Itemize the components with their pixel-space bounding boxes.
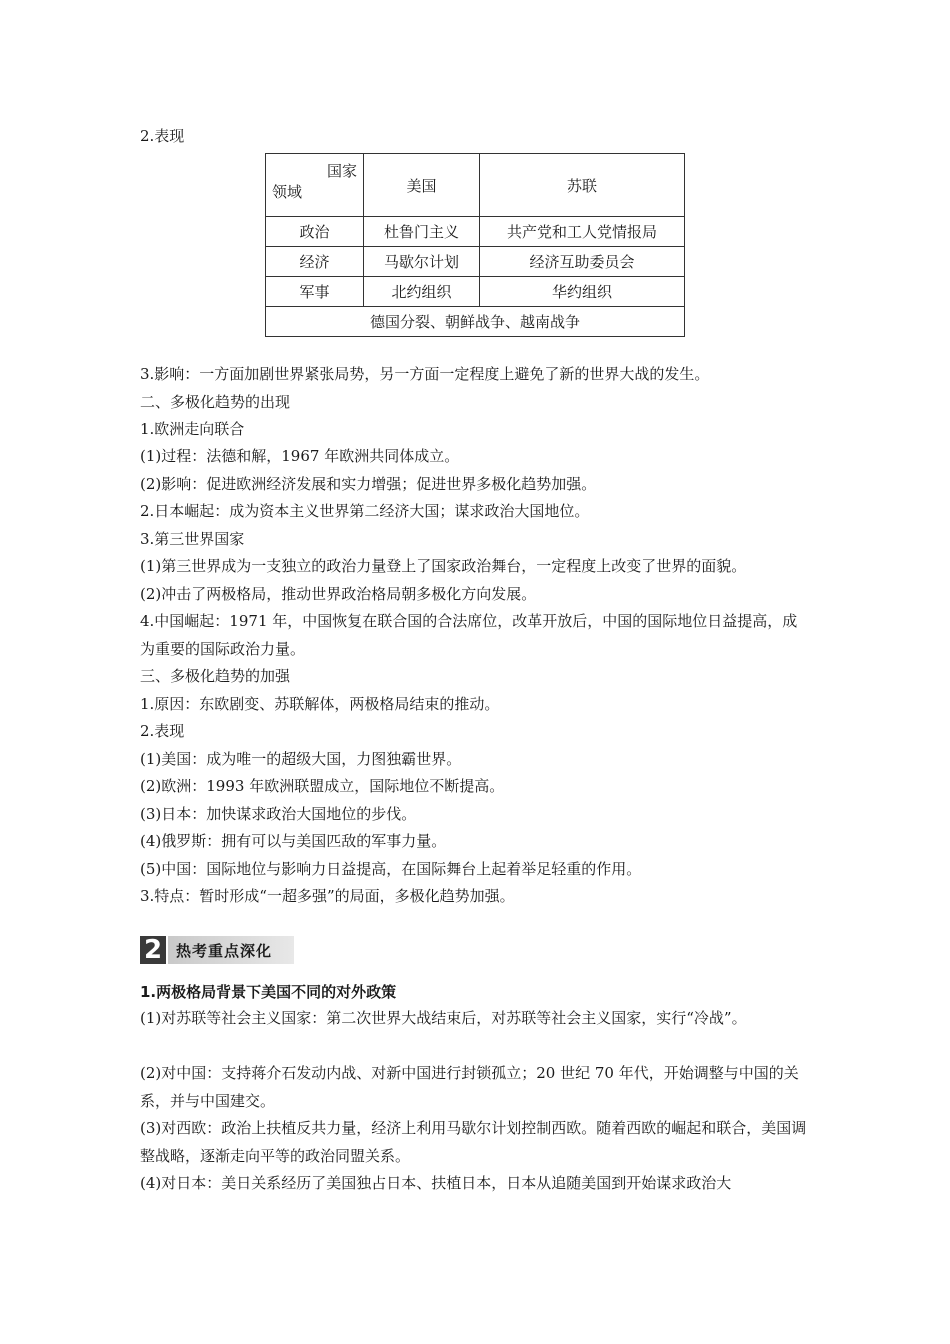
table-row xyxy=(266,217,685,247)
text-line: 1.原因：东欧剧变、苏联解体，两极格局结束的推动。 xyxy=(140,695,500,713)
row-field: 政治 xyxy=(266,217,364,247)
row-us: 马歇尔计划 xyxy=(364,247,480,277)
row-ussr: 经济互助委员会 xyxy=(480,247,685,277)
text-paragraph: (3)对西欧：政治上扶植反共力量，经济上利用马歇尔计划控制西欧。随着西欧的崛起和联合，美国调整战略，逐渐走向平等的政治同盟关系。 xyxy=(140,1119,807,1165)
text-line: 2.表现 xyxy=(140,722,185,740)
corner-country-label: 国家 xyxy=(326,162,357,180)
badge-label: 热考重点深化 xyxy=(168,936,294,964)
badge-number: 2 xyxy=(140,936,166,964)
text-line: (1)美国：成为唯一的超级大国，力图独霸世界。 xyxy=(140,750,462,768)
section-title: 2.表现 xyxy=(140,127,185,145)
text-line: (1)过程：法德和解，1967 年欧洲共同体成立。 xyxy=(140,447,460,465)
row-us: 北约组织 xyxy=(364,277,480,307)
text-line: (1)第三世界成为一支独立的政治力量登上了国家政治舞台，一定程度上改变了世界的面貌。 xyxy=(140,557,747,575)
text-line: (5)中国：国际地位与影响力日益提高，在国际舞台上起着举足轻重的作用。 xyxy=(140,860,642,878)
row-ussr: 共产党和工人党情报局 xyxy=(480,217,685,247)
text-line: (3)日本：加快谋求政治大国地位的步伐。 xyxy=(140,805,417,823)
row-field: 军事 xyxy=(266,277,364,307)
row-footer: 德国分裂、朝鲜战争、越南战争 xyxy=(266,307,685,337)
corner-field-label: 领域 xyxy=(272,183,303,201)
header-ussr: 苏联 xyxy=(480,154,685,217)
table-row xyxy=(266,247,685,277)
text-line: (2)冲击了两极格局，推动世界政治格局朝多极化方向发展。 xyxy=(140,585,537,603)
comparison-table xyxy=(265,153,685,337)
table-row xyxy=(266,277,685,307)
table-row xyxy=(266,307,685,337)
row-ussr: 华约组织 xyxy=(480,277,685,307)
text-line: (2)影响：促进欧洲经济发展和实力增强；促进世界多极化趋势加强。 xyxy=(140,475,597,493)
text-paragraph: 4.中国崛起：1971 年，中国恢复在联合国的合法席位，改革开放后，中国的国际地位日益提高，成为重要的国际政治力量。 xyxy=(140,612,798,658)
text-line: 3.第三世界国家 xyxy=(140,530,245,548)
section-badge xyxy=(140,936,294,964)
text-line: (2)欧洲：1993 年欧洲联盟成立，国际地位不断提高。 xyxy=(140,777,505,795)
subsection-heading: 1.两极格局背景下美国不同的对外政策 xyxy=(140,983,397,1001)
text-paragraph: (1)对苏联等社会主义国家：第二次世界大战结束后，对苏联等社会主义国家，实行“冷战”。 xyxy=(140,1009,747,1027)
text-line: (4)俄罗斯：拥有可以与美国匹敌的军事力量。 xyxy=(140,832,447,850)
table-corner-cell xyxy=(266,154,364,217)
text-line: 3.特点：暂时形成“一超多强”的局面，多极化趋势加强。 xyxy=(140,887,515,905)
text-line: (4)对日本：美日关系经历了美国独占日本、扶植日本，日本从追随美国到开始谋求政治大 xyxy=(140,1174,732,1192)
text-line: 三、多极化趋势的加强 xyxy=(140,667,291,685)
text-line: 二、多极化趋势的出现 xyxy=(140,393,291,411)
row-us: 杜鲁门主义 xyxy=(364,217,480,247)
text-line: 2.日本崛起：成为资本主义世界第二经济大国；谋求政治大国地位。 xyxy=(140,502,590,520)
text-line: 3.影响：一方面加剧世界紧张局势，另一方面一定程度上避免了新的世界大战的发生。 xyxy=(140,365,710,383)
text-paragraph: (2)对中国：支持蒋介石发动内战、对新中国进行封锁孤立；20 世纪 70 年代，开始调整与中国的关系，并与中国建交。 xyxy=(140,1064,799,1110)
header-us: 美国 xyxy=(364,154,480,217)
text-line: 1.欧洲走向联合 xyxy=(140,420,245,438)
row-field: 经济 xyxy=(266,247,364,277)
